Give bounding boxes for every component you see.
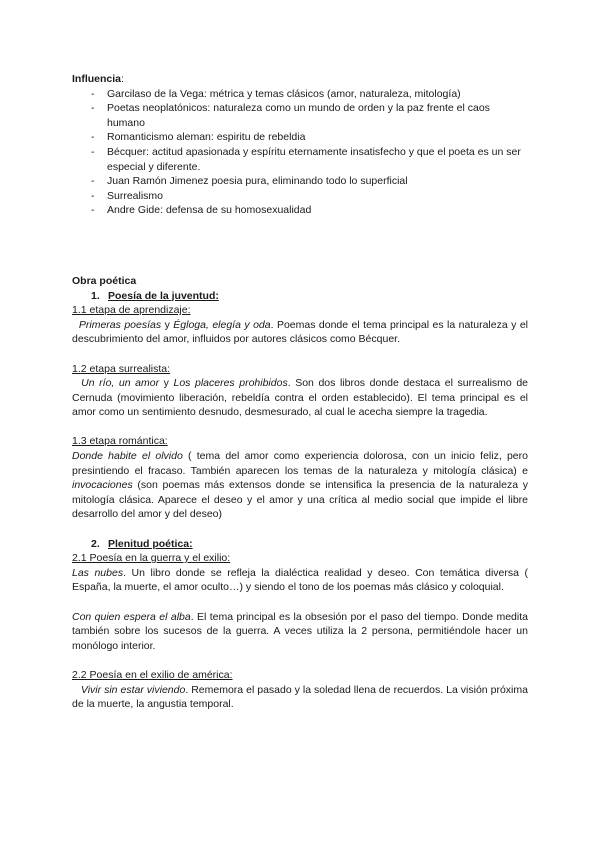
list-item bbox=[91, 101, 528, 130]
vivir-sin-estar-paragraph bbox=[72, 683, 528, 712]
influencia-list bbox=[72, 87, 528, 218]
spacer bbox=[72, 522, 528, 537]
etapa-1-3-title: 1.3 etapa romántica: bbox=[72, 435, 168, 448]
list-item-text: Andre Gide: defensa de su homosexualidad bbox=[107, 204, 312, 217]
section-2-title: Plenitud poética: bbox=[108, 537, 193, 550]
dash-marker: - bbox=[91, 87, 95, 100]
etapa-1-3-paragraph bbox=[72, 449, 528, 522]
section-1-heading bbox=[72, 289, 528, 304]
las-nubes-paragraph bbox=[72, 566, 528, 595]
influencia-heading: Influencia bbox=[72, 73, 122, 85]
work-title: Un río, un amor bbox=[81, 377, 160, 390]
etapa-1-1-title: 1.1 etapa de aprendizaje: bbox=[72, 304, 191, 317]
etapa-2-1-title: 2.1 Poesía en la guerra y el exilio: bbox=[72, 552, 231, 565]
work-title: Égloga, elegía y oda bbox=[173, 318, 271, 331]
dash-marker: - bbox=[91, 102, 95, 115]
spacer bbox=[72, 420, 528, 435]
section-2-heading bbox=[72, 537, 528, 552]
paragraph-text: . Poemas donde el tema principal es la naturaleza y el descubrimiento del amor, influidos por autores clásicos como Bécquer. bbox=[72, 318, 528, 346]
dash-marker: - bbox=[91, 145, 95, 158]
section-1-title: Poesía de la juventud: bbox=[108, 289, 219, 302]
work-title: Con quien espera el alba bbox=[72, 610, 191, 623]
list-item bbox=[91, 130, 528, 145]
dash-marker: - bbox=[91, 189, 95, 202]
list-item bbox=[91, 203, 528, 218]
con-quien-espera-paragraph bbox=[72, 610, 528, 654]
obra-heading: Obra poética bbox=[72, 274, 137, 287]
etapa-2-2-title: 2.2 Poesía en el exilio de américa: bbox=[72, 668, 233, 681]
paragraph-text: . Rememora el pasado y la soledad llena de recuerdos. La visión próxima de la muerte, la angustia temporal. bbox=[72, 683, 528, 711]
influencia-heading-line bbox=[72, 72, 528, 87]
list-item bbox=[91, 87, 528, 102]
paragraph-text: . El tema principal es la obsesión por el paso del tiempo. Donde medita también sobre los sucesos de la guerra. A veces utiliza la 2 persona, permitiéndole hacer un monólogo interior. bbox=[72, 610, 528, 652]
section-2-number: 2. bbox=[91, 537, 100, 550]
work-title: Primeras poesías bbox=[78, 318, 162, 331]
work-title: Los placeres prohibidos bbox=[173, 377, 288, 390]
paragraph-text: (son poemas más extensos donde se intensifica la presencia de la naturaleza y mitología clásica. Aparece el deseo y el amor y una crítica al medio social que impide el libre desarrollo del amor y del deseo) bbox=[72, 479, 528, 521]
etapa-1-1-paragraph bbox=[72, 318, 528, 347]
dash-marker: - bbox=[91, 175, 95, 188]
work-title: Donde habite el olvido bbox=[72, 450, 183, 463]
work-title: Las nubes bbox=[72, 566, 124, 579]
paragraph-text: ( tema del amor como experiencia dolorosa, con un inicio feliz, pero presintiendo el fracaso. También aparecen los temas de la naturaleza y mitología clásica) e bbox=[72, 450, 528, 477]
spacer bbox=[72, 347, 528, 362]
list-item-text: Poetas neoplatónicos: naturaleza como un mundo de orden y la paz frente el caos humano bbox=[107, 102, 490, 129]
etapa-1-2-title: 1.2 etapa surrealista: bbox=[72, 362, 171, 375]
spacer bbox=[72, 218, 528, 274]
paragraph-text: . Son dos libros donde destaca el surrealismo de Cernuda (movimiento liberación, rebeldía contra el orden establecido). El tema principal es el amor como un sentimiento desnudo, desmesurado, al cual le acecha siempre la tragedia. bbox=[72, 377, 528, 419]
list-item bbox=[91, 189, 528, 204]
influencia-colon: : bbox=[121, 73, 124, 85]
list-item-text: Garcilaso de la Vega: métrica y temas clásicos (amor, naturaleza, mitología) bbox=[107, 87, 461, 100]
list-item-text: Bécquer: actitud apasionada y espíritu eternamente insatisfecho y que el poeta es un ser especial y diferente. bbox=[107, 145, 521, 173]
dash-marker: - bbox=[91, 131, 95, 144]
connector-text: y bbox=[159, 377, 174, 390]
list-item bbox=[91, 145, 528, 174]
list-item-text: Romanticismo aleman: espiritu de rebeldia bbox=[107, 131, 306, 144]
work-title: Vivir sin estar viviendo bbox=[80, 683, 186, 696]
list-item-text: Juan Ramón Jimenez poesia pura, eliminando todo lo superficial bbox=[107, 175, 408, 188]
spacer bbox=[72, 653, 528, 668]
work-title: invocaciones bbox=[72, 479, 133, 492]
etapa-1-2-paragraph bbox=[72, 376, 528, 420]
dash-marker: - bbox=[91, 204, 95, 217]
list-item-text: Surrealismo bbox=[107, 189, 164, 202]
spacer bbox=[72, 595, 528, 610]
connector-text: y bbox=[161, 318, 174, 331]
section-1-number: 1. bbox=[91, 289, 100, 302]
paragraph-text: . Un libro donde se refleja la dialéctica realidad y deseo. Con temática diversa ( España, la muerte, el amor oculto…) y siendo el tono de los poemas más clásico y coloquial. bbox=[72, 566, 528, 594]
list-item bbox=[91, 174, 528, 189]
